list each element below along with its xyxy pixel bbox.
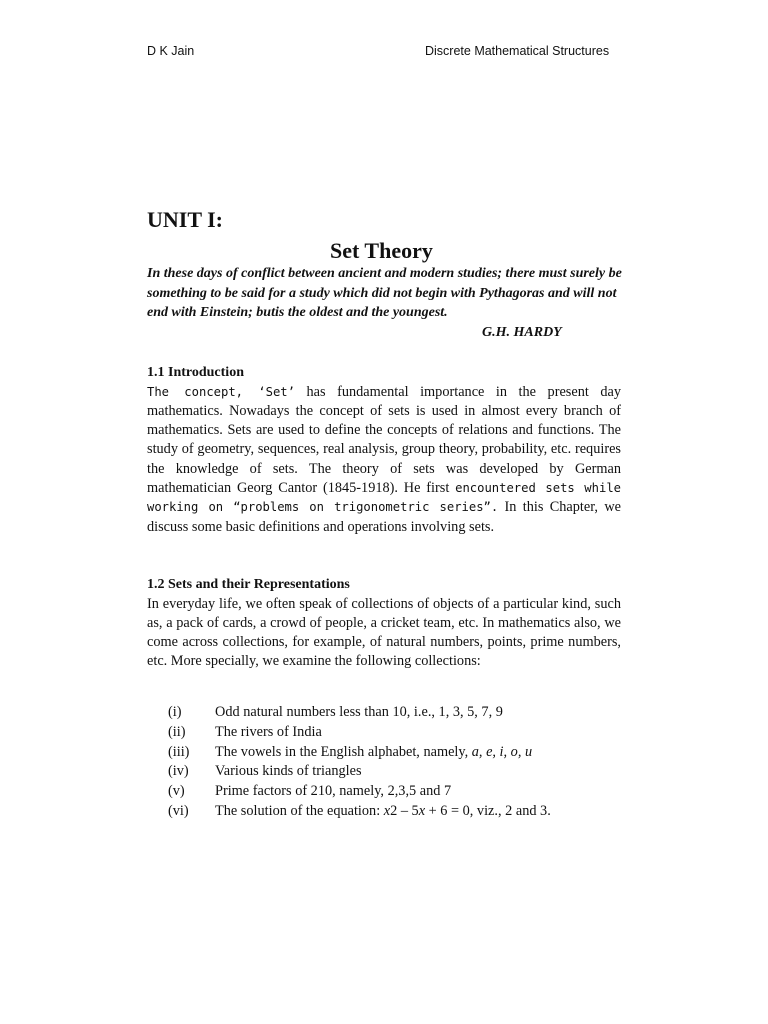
- list-item: [168, 802, 618, 822]
- list-item: [168, 743, 618, 763]
- section-heading: 1.2 Sets and their Representations: [147, 577, 350, 592]
- list-item-text: Odd natural numbers less than 10, i.e., 1, 3, 5, 7, 9: [215, 704, 503, 720]
- list-item-number: (v): [168, 783, 185, 800]
- cantor-text: encountered sets while working on “problems on trigonometric series”.: [147, 480, 621, 515]
- header-book-title: Discrete Mathematical Structures: [425, 44, 610, 58]
- list-item: [168, 723, 618, 743]
- equation-tail: + 6 = 0, viz., 2 and 3.: [425, 802, 551, 819]
- header-author: D K Jain: [147, 44, 195, 58]
- section-sets-representations: [147, 575, 621, 672]
- list-item-number: (vi): [168, 802, 189, 819]
- concept-text: The concept, ‘Set’: [147, 384, 295, 399]
- list-item: [168, 703, 618, 723]
- vowels-italic: a, e, i, o, u: [471, 743, 533, 760]
- list-item-number: (iii): [168, 743, 190, 760]
- equation-variable: x: [418, 802, 426, 819]
- intro-text: has fundamental importance in the present day mathematics. Nowadays the concept of sets is used in almost every branch of mathematics. Sets are used to define the concepts of relations and functions. The study of geometry, sequences, real analysis, group theory, probability, etc. requires the knowledge of sets. The theory of sets was developed by German mathematician Georg Cantor (1845-1918). He first: [147, 383, 622, 496]
- list-item-text: Prime factors of 210, namely, 2,3,5 and 7: [215, 783, 452, 800]
- equation-variable: x: [383, 802, 391, 819]
- equation-middle: 2 – 5: [390, 802, 419, 819]
- chapter-title: Set Theory: [330, 238, 433, 263]
- section-paragraph: In everyday life, we often speak of collections of objects of a particular kind, such as, a pack of cards, a crowd of people, a cricket team, etc. In mathematics also, we come across collections, for example, of natural numbers, points, prime numbers, etc. More specially, we examine the following collections:: [147, 595, 621, 670]
- collections-list: [168, 703, 618, 822]
- list-item-number: (iv): [168, 763, 189, 780]
- list-item: [168, 762, 618, 782]
- section-introduction: [147, 363, 621, 537]
- epigraph: [147, 264, 622, 340]
- section-paragraph: [147, 383, 621, 537]
- list-item-text: The vowels in the English alphabet, namely,: [215, 743, 472, 760]
- list-item-text: The rivers of India: [215, 723, 322, 740]
- epigraph-text: In these days of conflict between ancient and modern studies; there must surely be something to be said for a study which did not begin with Pythagoras and will not end with Einstein; butis the oldest and the youngest.: [147, 266, 622, 320]
- list-item-number: (ii): [168, 723, 186, 740]
- list-item-text: The solution of the equation:: [215, 802, 384, 819]
- list-item-text: Various kinds of triangles: [215, 763, 362, 780]
- epigraph-author: G.H. HARDY: [482, 324, 562, 340]
- list-item: [168, 782, 618, 802]
- intro-closing-text: In this Chapter, we discuss some basic definitions and operations involving sets.: [147, 499, 621, 535]
- list-item-number: (i): [168, 704, 182, 720]
- unit-title: UNIT I:: [147, 207, 224, 232]
- section-heading: 1.1 Introduction: [147, 365, 244, 380]
